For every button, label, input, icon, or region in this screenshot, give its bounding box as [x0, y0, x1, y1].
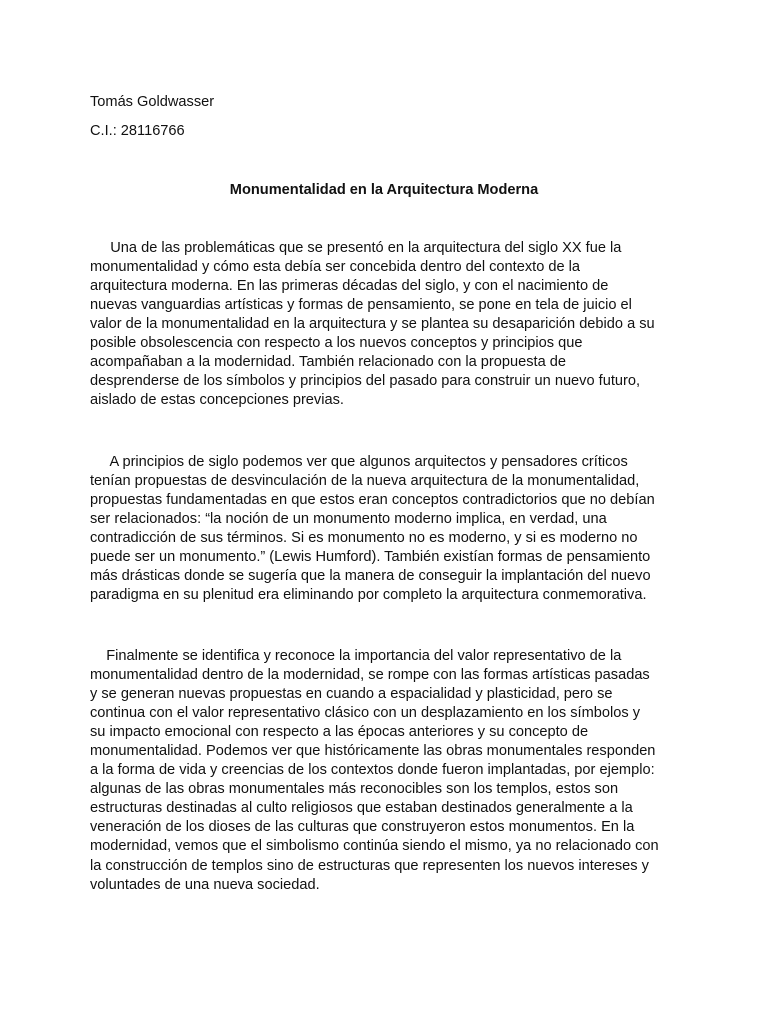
author-name: Tomás Goldwasser: [90, 94, 215, 110]
paragraph-line: puede ser un monumento.” (Lewis Humford). También existían formas de pensamiento: [90, 549, 651, 566]
paragraph-line: la construcción de templos sino de estructuras que representen los nuevos intereses y: [90, 857, 649, 874]
paragraph-line: modernidad, vemos que el simbolismo continúa siendo el mismo, ya no relacionado con: [90, 838, 659, 855]
paragraph-line: arquitectura moderna. En las primeras décadas del siglo, y con el nacimiento de: [90, 278, 609, 295]
paragraph-line: paradigma en su plenitud era eliminando por completo la arquitectura conmemorativa.: [90, 587, 647, 604]
paragraph-line: monumentalidad dentro de la modernidad, se rompe con las formas artísticas pasadas: [90, 667, 650, 684]
paragraph-line: a la forma de vida y creencias de los contextos donde fueron implantadas, por ejemplo:: [90, 762, 655, 779]
paragraph-line: posible obsolescencia con respecto a los nuevos conceptos y principios que: [90, 335, 583, 352]
paragraph-line: tenían propuestas de desvinculación de la nueva arquitectura de la monumentalidad,: [90, 473, 640, 490]
paragraph-line: continua con el valor representativo clásico con un desplazamiento en los símbolos y: [90, 705, 641, 722]
paragraph-line: algunas de las obras monumentales más reconocibles son los templos, estos son: [90, 781, 619, 798]
document-title: Monumentalidad en la Arquitectura Moderna: [229, 182, 539, 198]
paragraph-line: desprenderse de los símbolos y principios del pasado para construir un nuevo futuro,: [90, 373, 641, 390]
paragraph-line: A principios de siglo podemos ver que algunos arquitectos y pensadores críticos: [90, 454, 628, 470]
paragraph-1: [90, 239, 690, 410]
paragraph-line: más drásticas donde se sugería que la manera de conseguir la implantación del nuevo: [90, 568, 651, 585]
paragraph-line: nuevas vanguardias artísticas y formas de pensamiento, se pone en tela de juicio el: [90, 297, 632, 314]
paragraph-line: propuestas fundamentadas en que estos eran conceptos contradictorios que no debían: [90, 492, 655, 509]
paragraph-line: veneración de los dioses de las culturas que construyeron estos monumentos. En la: [90, 819, 635, 836]
id-number: C.I.: 28116766: [90, 123, 185, 139]
paragraph-line: Finalmente se identifica y reconoce la importancia del valor representativo de la: [90, 648, 622, 664]
paragraph-line: ser relacionados: “la noción de un monumento moderno implica, en verdad, una: [90, 511, 607, 528]
paragraph-2: [90, 453, 690, 605]
paragraph-line: Una de las problemáticas que se presentó en la arquitectura del siglo XX fue la: [90, 240, 622, 256]
paragraph-line: valor de la monumentalidad en la arquitectura y se plantea su desaparición debido a su: [90, 316, 655, 333]
paragraph-3: [90, 647, 690, 895]
paragraph-line: monumentalidad y cómo esta debía ser concebida dentro del contexto de la: [90, 259, 581, 276]
paragraph-line: monumentalidad. Podemos ver que históricamente las obras monumentales responden: [90, 743, 656, 760]
paragraph-line: voluntades de una nueva sociedad.: [90, 876, 320, 893]
paragraph-line: aislado de estas concepciones previas.: [90, 392, 344, 409]
paragraph-line: su impacto emocional con respecto a las épocas anteriores y su concepto de: [90, 724, 589, 741]
paragraph-line: contradicción de sus términos. Si es monumento no es moderno, y si es moderno no: [90, 530, 638, 547]
paragraph-line: y se generan nuevas propuestas en cuando a espacialidad y plasticidad, pero se: [90, 686, 613, 703]
paragraph-line: acompañaban a la modernidad. También relacionado con la propuesta de: [90, 354, 566, 371]
paragraph-line: estructuras destinadas al culto religiosos que estaban destinados generalmente a la: [90, 800, 633, 817]
